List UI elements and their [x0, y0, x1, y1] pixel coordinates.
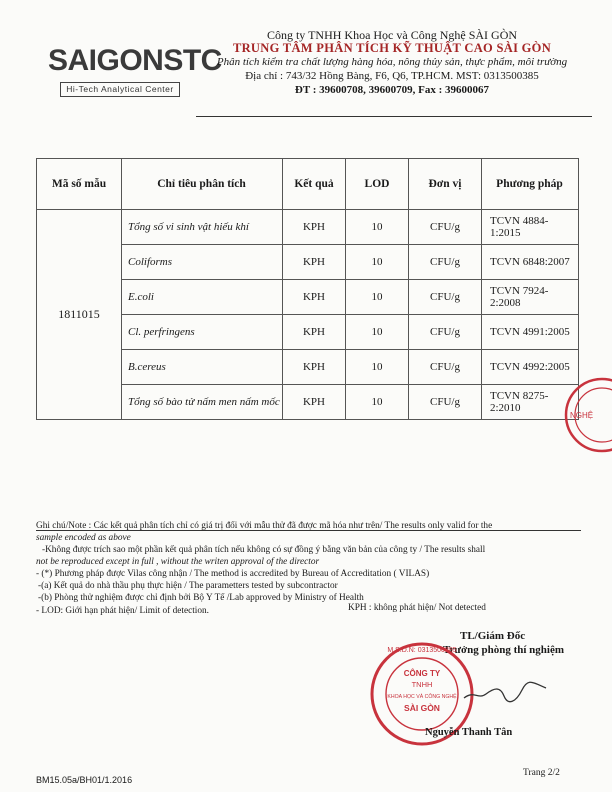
- stamp-line: SÀI GÒN: [404, 703, 440, 713]
- method-cell: TCVN 4992:2005: [482, 350, 579, 385]
- form-code: BM15.05a/BH01/1.2016: [36, 775, 133, 785]
- table-header-row: [37, 159, 579, 210]
- result-cell: KPH: [283, 385, 346, 420]
- method-cell: TCVN 4884-1:2015: [482, 210, 579, 245]
- result-cell: KPH: [283, 280, 346, 315]
- side-stamp-icon: [556, 370, 612, 460]
- signature-icon: [460, 676, 550, 710]
- header-sample-id: Mã số mẫu: [37, 159, 122, 210]
- stamp-line: KHOA HỌC VÀ CÔNG NGHỆ: [387, 694, 457, 700]
- stamp-ring-text: M.S.D.N: 0313500385: [387, 647, 457, 654]
- unit-cell: CFU/g: [409, 210, 482, 245]
- note-line: -Không được trích sao một phần kết quả phân tích nếu không có sự đồng ý bằng văn bản của công ty / The results shall: [42, 545, 486, 555]
- method-cell: TCVN 7924-2:2008: [482, 280, 579, 315]
- lod-cell: 10: [346, 210, 409, 245]
- logo-text: SAIGONSTC: [48, 44, 222, 77]
- note-line: -(b) Phòng thử nghiệm được chỉ định bởi Bộ Y Tế /Lab approved by Ministry of Health: [38, 593, 364, 603]
- header-indicator: Chỉ tiêu phân tích: [122, 159, 283, 210]
- note-line: Ghi chú/Note : Các kết quả phân tích chỉ có giá trị đối với mẫu thử đã được mã hóa như trên/ The results only valid for the: [36, 521, 493, 531]
- contact-phone: ĐT : 39600708, 39600709, Fax : 39600067: [294, 84, 490, 96]
- unit-cell: CFU/g: [409, 315, 482, 350]
- indicator-cell: Cl. perfringens: [122, 315, 283, 350]
- center-name: TRUNG TÂM PHÂN TÍCH KỸ THUẬT CAO SÀI GÒN: [232, 41, 552, 55]
- note-kph: KPH : không phát hiện/ Not detected: [348, 603, 486, 613]
- header-rule: [196, 116, 592, 117]
- logo-subtitle: Hi-Tech Analytical Center: [60, 82, 180, 97]
- signer-role: Trưởng phòng thí nghiệm: [443, 644, 564, 656]
- address: Địa chỉ : 743/32 Hồng Bàng, F6, Q6, TP.HCM. MST: 0313500385: [245, 70, 539, 82]
- header-result: Kết quả: [283, 159, 346, 210]
- results-table: [36, 158, 579, 420]
- unit-cell: CFU/g: [409, 280, 482, 315]
- note-line: - LOD: Giới hạn phát hiện/ Limit of detection.: [36, 606, 209, 616]
- header-unit: Đơn vị: [409, 159, 482, 210]
- lod-cell: 10: [346, 245, 409, 280]
- lod-cell: 10: [346, 385, 409, 420]
- page-number: Trang 2/2: [523, 768, 560, 778]
- svg-text:NGHỆ: NGHỆ: [570, 411, 594, 420]
- lod-cell: 10: [346, 315, 409, 350]
- note-line: not be reproduced except in full , without the writen approval of the director: [36, 557, 320, 567]
- company-name: Công ty TNHH Khoa Học và Công Nghệ SÀI GÒN: [266, 28, 518, 42]
- indicator-cell: B.cereus: [122, 350, 283, 385]
- unit-cell: CFU/g: [409, 245, 482, 280]
- header-lod: LOD: [346, 159, 409, 210]
- note-line: - (*) Phương pháp được Vilas công nhận / The method is accredited by Bureau of Accreditation ( VILAS): [36, 569, 430, 579]
- header-method: Phương pháp: [482, 159, 579, 210]
- indicator-cell: E.coli: [122, 280, 283, 315]
- unit-cell: CFU/g: [409, 350, 482, 385]
- signer-title: TL/Giám Đốc: [460, 630, 526, 642]
- result-cell: KPH: [283, 245, 346, 280]
- note-line: -(a) Kết quả do nhà thầu phụ thực hiện / The parametters tested by subcontractor: [38, 581, 338, 591]
- lod-cell: 10: [346, 280, 409, 315]
- sample-id: 1811015: [37, 210, 122, 420]
- signer-name: Nguyễn Thanh Tân: [425, 727, 513, 738]
- method-cell: TCVN 8275-2:2010: [482, 385, 579, 420]
- table-row: [37, 210, 579, 245]
- stamp-line: TNHH: [411, 680, 433, 689]
- stamp-line: CÔNG TY: [403, 669, 441, 678]
- indicator-cell: Tổng số vi sinh vật hiếu khí: [122, 210, 283, 245]
- lod-cell: 10: [346, 350, 409, 385]
- method-cell: TCVN 4991:2005: [482, 315, 579, 350]
- result-cell: KPH: [283, 210, 346, 245]
- note-line: sample encoded as above: [36, 533, 131, 543]
- result-cell: KPH: [283, 350, 346, 385]
- result-cell: KPH: [283, 315, 346, 350]
- service-scope: Phân tích kiểm tra chất lượng hàng hóa, nông thủy sản, thực phẩm, môi trường: [216, 56, 568, 68]
- unit-cell: CFU/g: [409, 385, 482, 420]
- indicator-cell: Coliforms: [122, 245, 283, 280]
- indicator-cell: Tổng số bào tử nấm men nấm mốc: [122, 385, 283, 420]
- method-cell: TCVN 6848:2007: [482, 245, 579, 280]
